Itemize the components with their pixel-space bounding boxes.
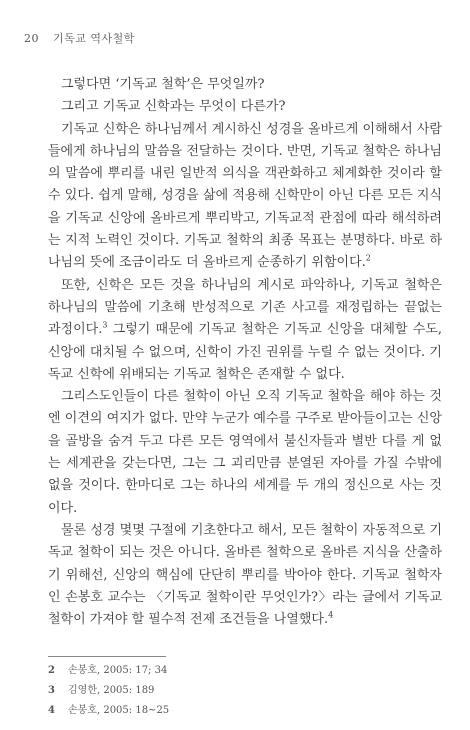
footnote-number: 2 (48, 665, 55, 676)
paragraph: 또한, 신학은 모든 것을 하나님의 계시로 파악하나, 기독교 철학은 하나님의 말씀에 기초해 반성적으로 기존 사고를 재정립하는 끝없는 과정이다.$^3$ 그렇기 때문에 기독교 철학은 기독교 신앙을 대체할 수도, 신앙에 대치될 수 없으며, 신학이 가진 권위를 누릴 수 없는 것이다. 기독교 신학에 위배되는 기독교 철학은 존재할 수 없다. (48, 277, 442, 382)
paragraph: 기독교 신학은 하나님께서 계시하신 성경을 올바르게 이해해서 사람들에게 하나님의 말씀을 전달하는 것이다. 반면, 기독교 철학은 하나님의 말씀에 뿌리를 내린 일반적 의식을 객관화하고 체계화한 것이라 할 수 있다. 쉽게 말해, 성경을 삶에 적용해 신학만이 아닌 다른 모든 지식을 기독교 신앙에 올바르게 뿌리박고, 기독교적 관점에 따라 해석하려는 지적 노력인 것이다. 기독교 철학의 최종 목표는 분명하다. 바로 하나님의 뜻에 조금이라도 더 올바르게 순종하기 위함이다.$^2$ (48, 121, 442, 271)
footnotes (48, 661, 428, 721)
footnote-divider (48, 656, 166, 657)
footnote-text: 손봉호, 2005: 17; 34 (68, 665, 168, 676)
footnote-ref[interactable]: 3 (102, 320, 108, 330)
footnote-number: 4 (48, 705, 55, 716)
footnote-ref[interactable]: 2 (365, 254, 371, 264)
footnote-item (48, 681, 428, 701)
footnote-item (48, 661, 428, 681)
paragraph: 물론 성경 몇몇 구절에 기초한다고 해서, 모든 철학이 자동적으로 기독교 철학이 되는 것은 아니다. 올바른 철학으로 올바른 지식을 산출하기 위해선, 신앙의 핵심에 단단히 뿌리를 박아야 한다. 기독교 철학자인 손봉호 교수는 〈기독교 철학이란 무엇인가?〉라는 글에서 기독교 철학이 가져야 할 필수적 전제 조건들을 나열했다.$^4$ (48, 522, 442, 628)
footnote-text: 손봉호, 2005: 18~25 (68, 705, 170, 716)
page-number: 20 (24, 32, 39, 45)
paragraph: 그리고 기독교 신학과는 무엇이 다른가? (61, 99, 286, 115)
footnote-text: 김영한, 2005: 189 (68, 685, 155, 696)
running-header (24, 30, 135, 46)
footnote-number: 3 (48, 685, 55, 696)
footnote-ref[interactable]: 4 (328, 610, 334, 620)
paragraph: 그렇다면 ‘기독교 철학’은 무엇일까? (61, 77, 265, 92)
body-text (48, 74, 442, 631)
running-title: 기독교 역사철학 (53, 32, 135, 45)
paragraph: 그리스도인들이 다른 철학이 아닌 오직 기독교 철학을 해야 하는 것엔 이견의 여지가 없다. 만약 누군가 예수를 구주로 받아들이고는 신앙을 골방을 숨겨 두고 다른 모든 영역에서 불신자들과 별반 다를 게 없는 세계관을 갖는다면, 그는 그 괴리만큼 분열된 자아를 가질 수밖에 없을 것이다. 한마디로 그는 하나의 세계를 두 개의 정신으로 사는 것이다. (48, 389, 442, 516)
footnote-item (48, 701, 428, 721)
